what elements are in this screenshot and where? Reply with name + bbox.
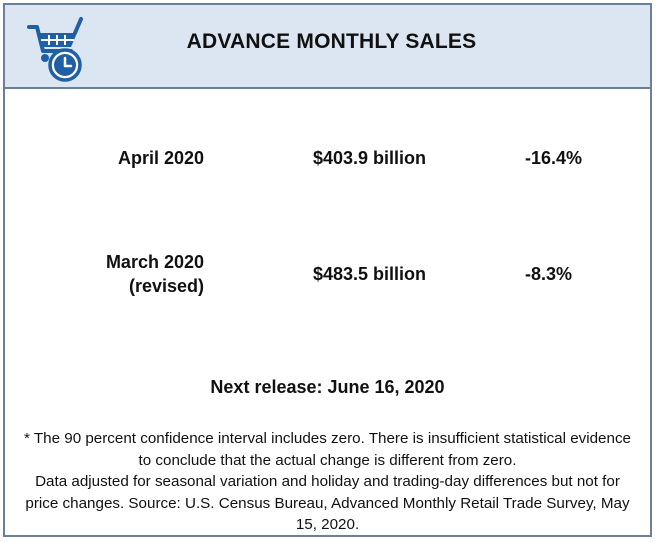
period-label: March 2020 (revised) [105,252,204,296]
sales-value: $403.9 billion [313,148,427,168]
sales-value: $483.5 billion [313,264,427,284]
period-label: April 2020 [117,148,204,168]
percent-change: -16.4% [525,148,583,168]
next-release: Next release: June 16, 2020 [210,377,445,397]
footnotes [21,428,634,536]
page-title: ADVANCE MONTHLY SALES [186,30,477,53]
source-note: Data adjusted for seasonal variation and holiday and trading-day differences but not for price changes. Source: U.S. Census Bureau, Advanced Monthly Retail Trade Survey, May 15, 2020. [25,473,630,533]
period-note: (revised) [128,276,204,296]
percent-change: -8.3% [525,264,573,284]
sales-card [3,3,652,537]
header-bar [5,5,650,89]
confidence-footnote: * The 90 percent confidence interval includes zero. There is insufficient statistical evidence to conclude that the actual change is different from zero. [24,430,631,469]
